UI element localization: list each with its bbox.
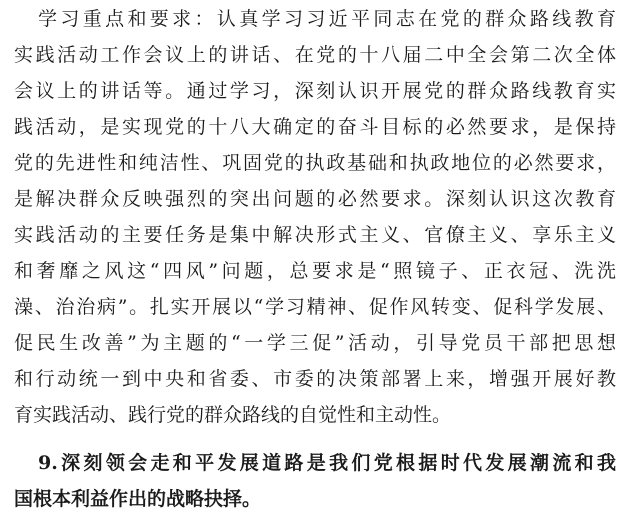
text-line: 实践活动的主要任务是集中解决形式主义、官僚主义、享乐主义: [14, 224, 616, 246]
text-line: 澡、治治病”。扎实开展以“学习精神、促作风转变、促科学发展、: [14, 296, 616, 318]
text-line: 践活动，是实现党的十八大确定的奋斗目标的必然要求，是保持: [14, 116, 616, 138]
text-line: 是解决群众反映强烈的突出问题的必然要求。深刻认识这次教育: [14, 188, 616, 210]
text-line: 和行动统一到中央和省委、市委的决策部署上来，增强开展好教: [14, 368, 616, 390]
text-line: 育实践活动、践行党的群众路线的自觉性和主动性。: [14, 404, 452, 426]
heading-line: 9.深刻领会走和平发展道路是我们党根据时代发展潮流和我: [38, 452, 616, 474]
text-line: 实践活动工作会议上的讲话、在党的十八届二中全会第二次全体: [14, 44, 616, 66]
text-line: 促民生改善”为主题的“一学三促”活动，引导党员干部把思想: [14, 332, 616, 354]
heading-line: 国根本利益作出的战略抉择。: [14, 488, 262, 510]
text-line: 学习重点和要求：认真学习习近平同志在党的群众路线教育: [38, 8, 616, 30]
text-line: 和奢靡之风这“四风”问题，总要求是“照镜子、正衣冠、洗洗: [14, 260, 616, 282]
text-line: 党的先进性和纯洁性、巩固党的执政基础和执政地位的必然要求，: [14, 152, 616, 174]
text-line: 会议上的讲话等。通过学习，深刻认识开展党的群众路线教育实: [14, 80, 616, 102]
